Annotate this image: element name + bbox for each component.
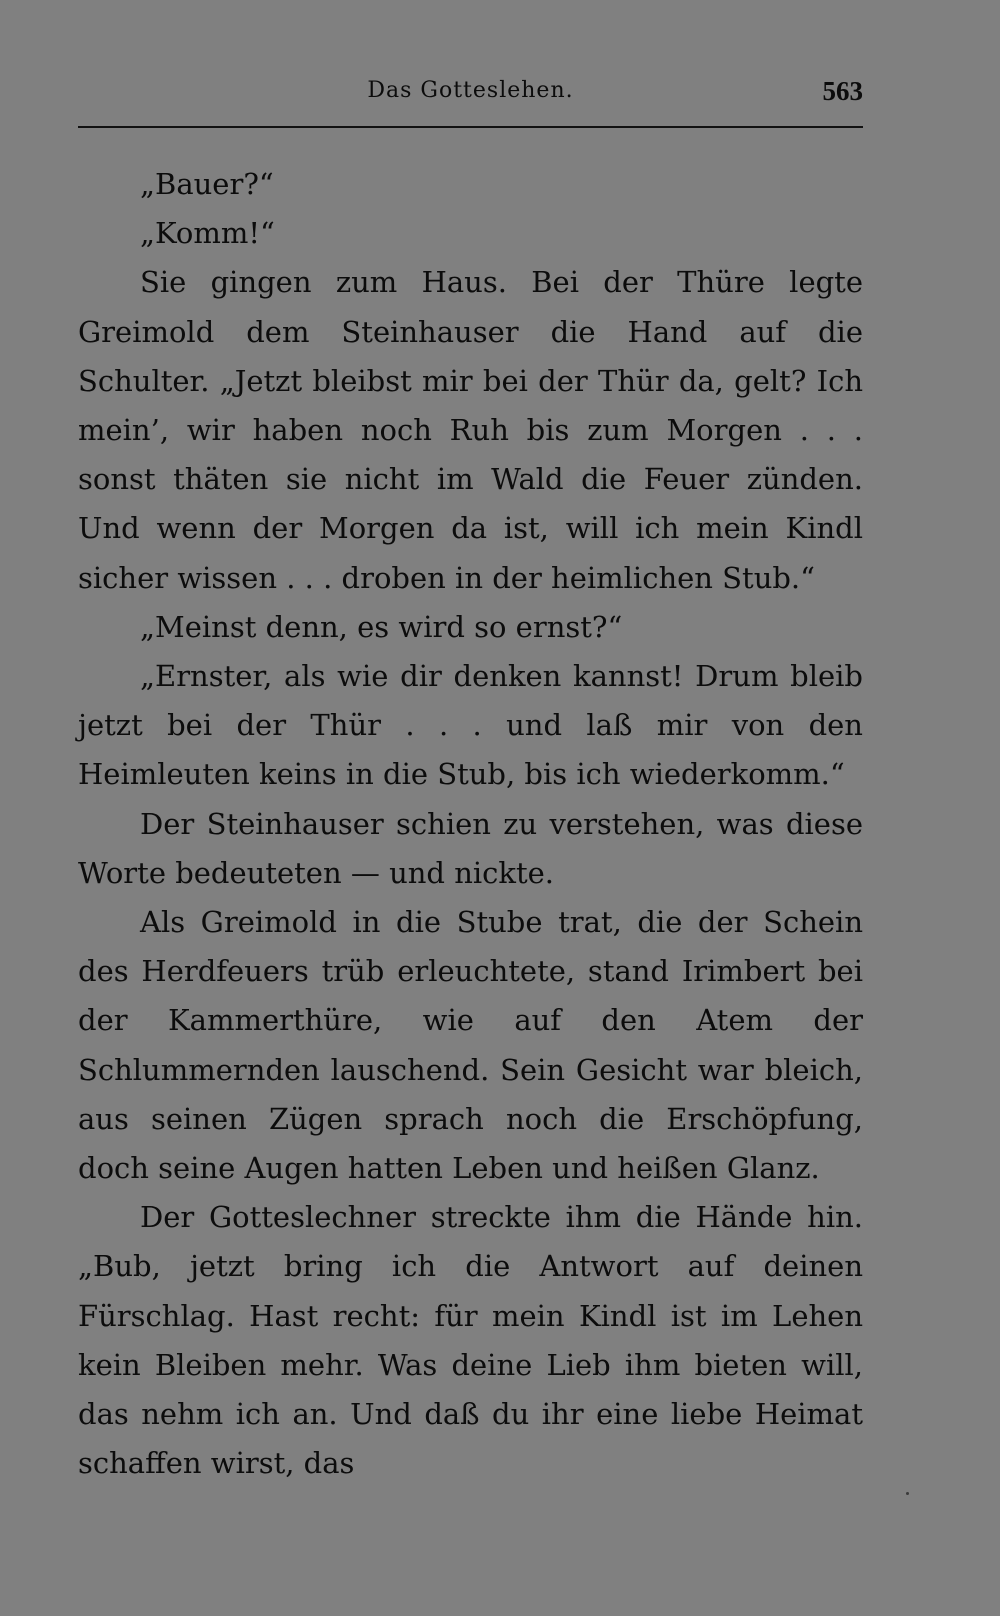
body-text bbox=[78, 160, 863, 1488]
paragraph: „Ernster, als wie dir denken kannst! Drum bleib jetzt bei der Thür . . . und laß mir von den Heimleuten keins in die Stub, bis ich wiederkomm.“ bbox=[78, 659, 863, 792]
header-rule bbox=[78, 126, 863, 128]
paragraph: „Meinst denn, es wird so ernst?“ bbox=[140, 609, 623, 644]
running-head bbox=[78, 74, 863, 114]
running-title: Das Gotteslehen. bbox=[367, 78, 574, 103]
paragraph: „Komm!“ bbox=[140, 216, 275, 251]
paragraph: Als Greimold in die Stube trat, die der Schein des Herdfeuers trüb erleuchtete, stand Irimbert bei der Kammerthüre, wie auf den Atem der Schlummernden lauschend. Sein Gesicht war bleich, aus seinen Zügen sprach noch die Erschöpfung, doch seine Augen hatten Leben und heißen Glanz. bbox=[78, 905, 863, 1186]
scan-speck bbox=[906, 1492, 909, 1495]
paragraph: Der Gotteslechner streckte ihm die Hände hin. „Bub, jetzt bring ich die Antwort auf deinen Fürschlag. Hast recht: für mein Kindl ist im Lehen kein Bleiben mehr. Was deine Lieb ihm bieten will, das nehm ich an. Und daß du ihr eine liebe Heimat schaffen wirst, das bbox=[78, 1200, 863, 1481]
paragraph: „Bauer?“ bbox=[140, 167, 274, 201]
page-number: 563 bbox=[822, 76, 863, 106]
paragraph: Der Steinhauser schien zu verstehen, was diese Worte bedeuteten — und nickte. bbox=[78, 806, 863, 890]
paragraph: Sie gingen zum Haus. Bei der Thüre legte Greimold dem Steinhauser die Hand auf die Schulter. „Jetzt bleibst mir bei der Thür da, gelt? Ich mein’, wir haben noch Ruh bis zum Morgen . . . sonst thäten sie nicht im Wald die Feuer zünden. Und wenn der Morgen da ist, will ich mein Kindl sicher wissen . . . droben in der heimlichen Stub.“ bbox=[78, 265, 863, 595]
